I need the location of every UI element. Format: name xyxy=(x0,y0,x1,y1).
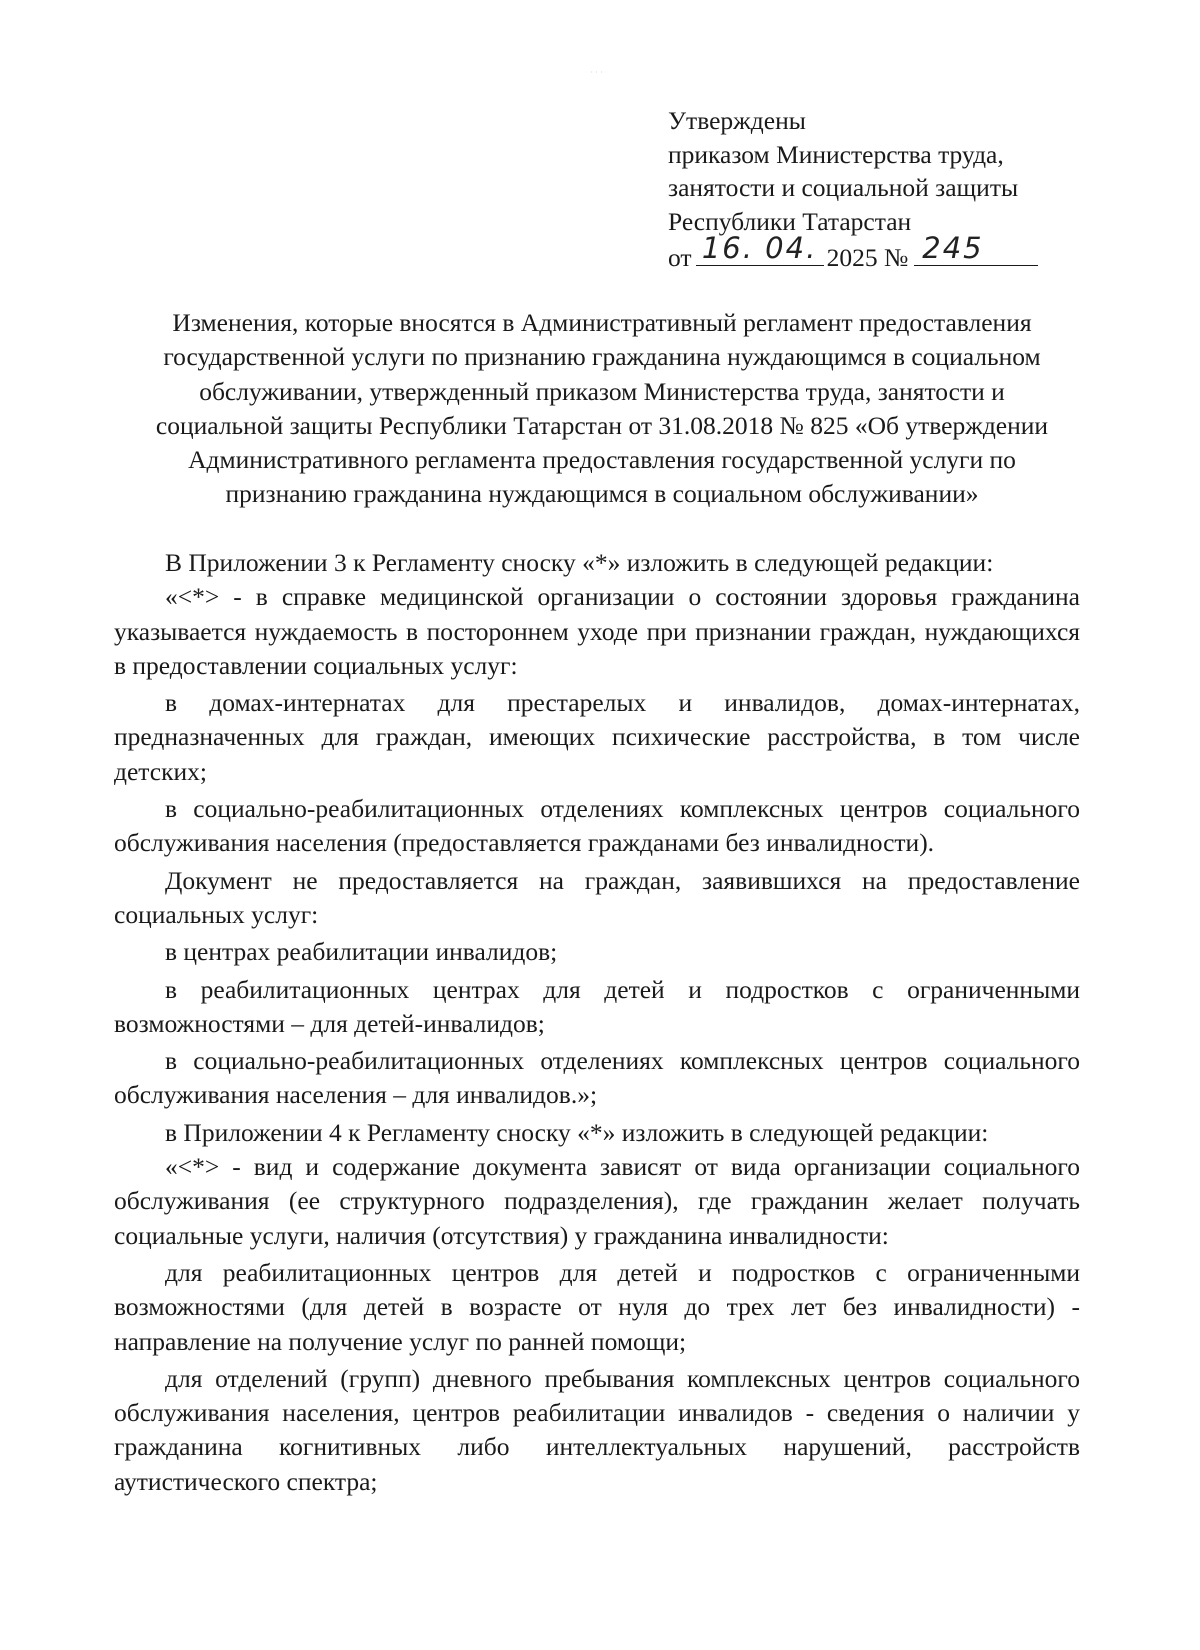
body-paragraph: Документ не предоставляется на граждан, заявившихся на предоставление социальных услуг: xyxy=(114,865,1080,929)
approval-date-row xyxy=(668,231,1038,275)
approval-line-2: приказом Министерства труда, xyxy=(668,139,1004,169)
body-paragraph: в социально-реабилитационных отделениях комплексных центров социального обслуживания населения – для инвалидов.»; xyxy=(114,1046,1080,1110)
approval-line-3: занятости и социальной защиты xyxy=(668,173,1019,202)
body-paragraph: для реабилитационных центров для детей и подростков с ограниченными возможностями (для детей в возрасте от нуля до трех лет без инвалидности) - направление на получение услуг по ранней помощи; xyxy=(114,1257,1080,1356)
approval-line-1: Утверждены xyxy=(668,106,806,135)
body-paragraph: в реабилитационных центрах для детей и подростков с ограниченными возможностями – для детей-инвалидов; xyxy=(114,974,1080,1038)
document-body xyxy=(114,546,1080,1499)
title-line: Изменения, которые вносятся в Административный регламент предоставления xyxy=(172,308,1032,337)
body-paragraph: «<*> - в справке медицинской организации о состоянии здоровья гражданина указывается нуждаемость в постороннем уходе при признании граждан, нуждающихся в предоставлении социальных услуг: xyxy=(114,582,1080,680)
title-line: социальной защиты Республики Татарстан от 31.08.2018 № 825 «Об утверждении xyxy=(155,410,1049,440)
approval-line-4: Республики Татарстан xyxy=(668,206,912,236)
body-paragraph: для отделений (групп) дневного пребывания комплексных центров социального обслуживания населения, центров реабилитации инвалидов - сведения о наличии у гражданина когнитивных либо интеллектуальных нарушений, расстройств аутистического спектра; xyxy=(114,1363,1080,1496)
date-prefix: от xyxy=(668,243,692,272)
date-blank xyxy=(696,231,824,266)
title-line: обслуживании, утвержденный приказом Министерства труда, занятости и xyxy=(199,376,1005,406)
year-and-number-label: 2025 № xyxy=(826,243,909,272)
document-title xyxy=(110,306,1094,512)
scan-artifact: · · · xyxy=(590,68,603,77)
handwritten-date: 16. 04. xyxy=(701,231,818,265)
number-blank xyxy=(914,231,1038,266)
title-line: Административного регламента предоставления государственной услуги по xyxy=(188,445,1016,475)
body-paragraph: в социально-реабилитационных отделениях комплексных центров социального обслуживания населения (предоставляется гражданами без инвалидности). xyxy=(114,794,1080,858)
title-line: признанию гражданина нуждающимся в социальном обслуживании» xyxy=(225,479,979,509)
body-paragraph: в центрах реабилитации инвалидов; xyxy=(165,937,558,967)
handwritten-number: 245 xyxy=(922,231,984,265)
body-paragraph: в домах-интернатах для престарелых и инвалидов, домах-интернатах, предназначенных для граждан, имеющих психические расстройства, в том числе детских; xyxy=(114,688,1080,786)
body-paragraph: «<*> - вид и содержание документа зависят от вида организации социального обслуживания (ее структурного подразделения), где гражданин желает получать социальные услуги, наличия (отсутствия) у гражданина инвалидности: xyxy=(114,1152,1080,1250)
title-line: государственной услуги по признанию гражданина нуждающимся в социальном xyxy=(163,342,1041,372)
body-paragraph: В Приложении 3 к Регламенту сноску «*» изложить в следующей редакции: xyxy=(165,548,994,577)
approval-stamp-block xyxy=(668,104,1038,275)
body-paragraph: в Приложении 4 к Регламенту сноску «*» изложить в следующей редакции: xyxy=(165,1117,989,1147)
